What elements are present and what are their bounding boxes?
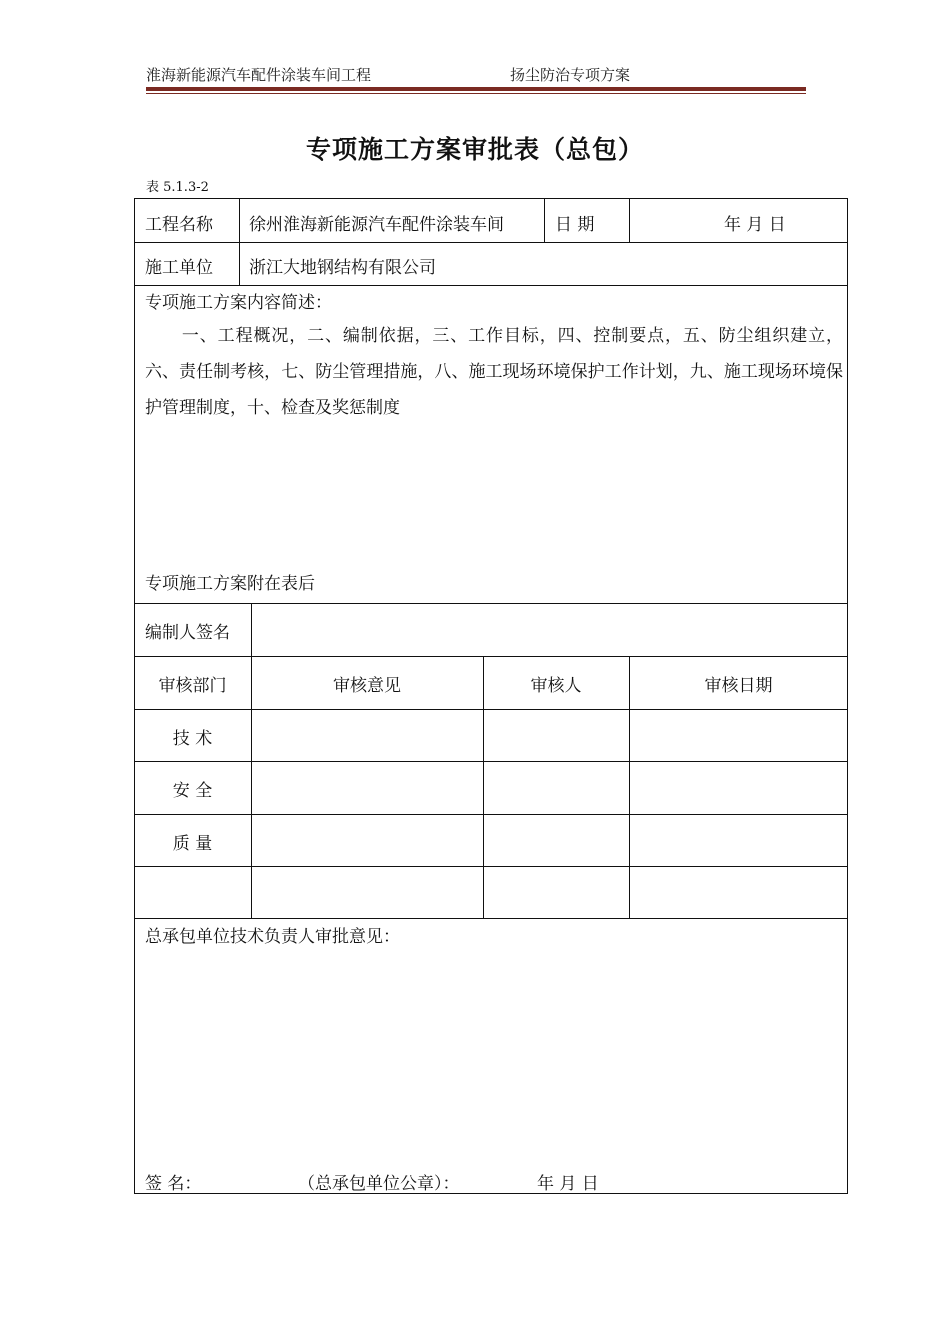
review-dept-technical: 技 术 [172, 729, 213, 749]
approval-heading: 总承包单位技术负责人审批意见： [145, 927, 400, 947]
summary-body: 一、工程概况，二、编制依据，三、工作目标，四、控制要点，五、防尘组织建立，六、责任制考核，七、防尘管理措施，八、施工现场环境保护工作计划，九、施工现场环境保护管理制度，十、检查及奖惩制度 [145, 326, 843, 418]
project-name-label: 工程名称 [145, 215, 213, 235]
form-number: 表 5.1.3-2 [146, 180, 209, 195]
header-project-title: 淮海新能源汽车配件涂装车间工程 [146, 66, 372, 84]
project-name-value: 徐州淮海新能源汽车配件涂装车间 [249, 215, 504, 235]
date-label: 日 期 [555, 215, 595, 235]
summary-heading: 专项施工方案内容简述： [145, 293, 332, 313]
header-rule-thin [146, 93, 806, 94]
column-divider [239, 198, 240, 285]
row-divider [134, 656, 848, 657]
row-divider [134, 709, 848, 710]
column-divider [629, 198, 630, 242]
page-title: 专项施工方案审批表（总包） [305, 135, 644, 164]
date-value: 年 月 日 [724, 215, 786, 235]
review-header-department: 审核部门 [158, 676, 227, 696]
column-divider [544, 198, 545, 242]
summary-body-container [145, 318, 843, 426]
review-header-date: 审核日期 [704, 676, 773, 696]
row-divider [134, 918, 848, 919]
column-divider [251, 603, 252, 918]
preparer-signature-label: 编制人签名 [145, 623, 230, 643]
review-header-reviewer: 审核人 [530, 676, 582, 696]
row-divider [134, 866, 848, 867]
row-divider [134, 814, 848, 815]
row-divider [134, 242, 848, 243]
review-dept-safety: 安 全 [172, 781, 213, 801]
construction-unit-label: 施工单位 [145, 258, 213, 278]
row-divider [134, 285, 848, 286]
header-document-title: 扬尘防治专项方案 [510, 66, 631, 84]
approval-date-label: 年 月 日 [537, 1174, 599, 1194]
row-divider [134, 761, 848, 762]
review-header-opinion: 审核意见 [333, 676, 401, 696]
attachment-note: 专项施工方案附在表后 [145, 574, 315, 594]
review-dept-quality: 质 量 [172, 834, 213, 854]
construction-unit-value: 浙江大地钢结构有限公司 [249, 258, 436, 278]
company-seal-label: （总承包单位公章）： [298, 1174, 460, 1194]
row-divider [134, 603, 848, 604]
signature-label: 签 名： [145, 1174, 202, 1194]
header-rule-thick [146, 87, 806, 91]
